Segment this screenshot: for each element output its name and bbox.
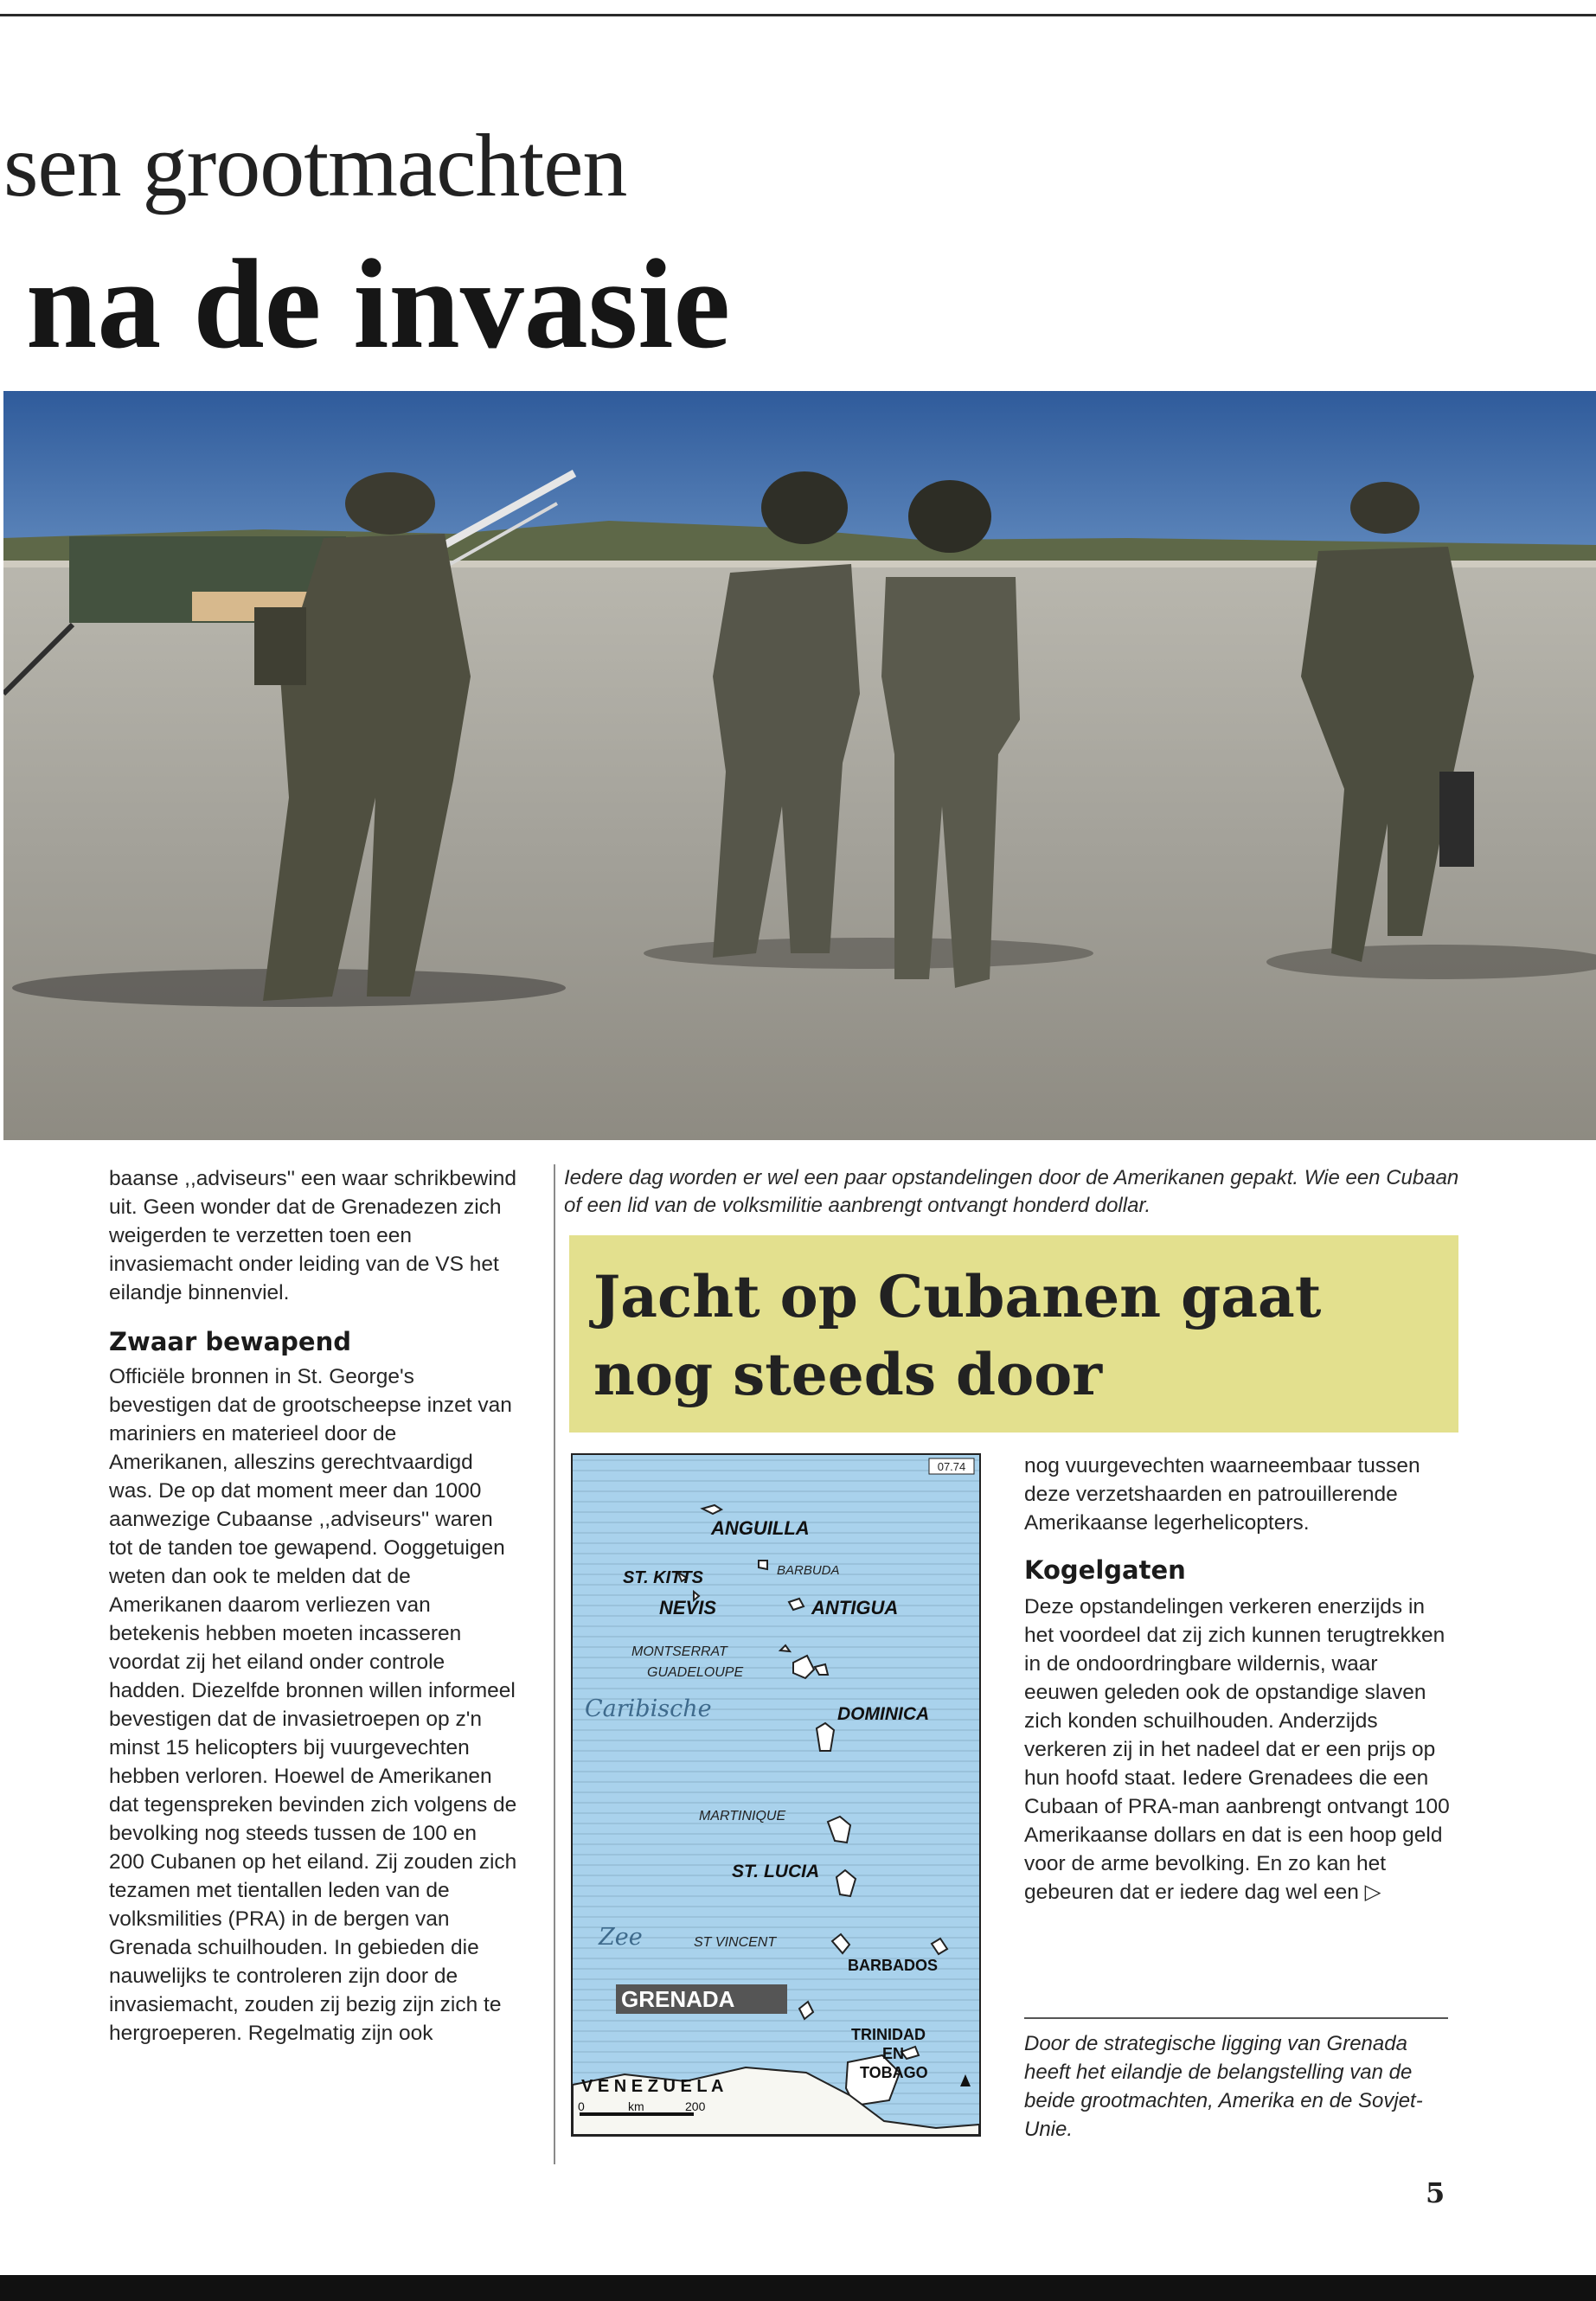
headline-line-2: na de invasie — [26, 234, 731, 375]
scale-unit: km — [628, 2099, 644, 2113]
subheading-kogelgaten: Kogelgaten — [1024, 1555, 1186, 1585]
left-body-text: Officiële bronnen in St. George's bevestigen dat de grootscheepse inzet van mariniers en materieel door de Amerikanen, alleszins gerechtvaardigd was. De op dat moment meer dan 1000 aanwezige Cubaanse ,,adviseurs'' waren tot de tanden toe gewapend. Ooggetuigen weten dan ook te melden dat de Amerikanen daarom verliezen van betekenis hebben moeten incasseren voordat zij het eiland onder controle hadden. Diezelfde bronnen willen informeel bevestigen dat de invasietroepen op z'n minst 15 helicopters bij vuurgevechten hebben verloren. Hoewel de Amerikanen dat tegenspreken bevinden zich volgens de bevolking nog steeds tussen de 100 en 200 Cubanen op het eiland. Zij zouden zich tezamen met tientallen leden van de volksmilities (PRA) in de bergen van Grenada schuilhouden. In gebieden die nauwelijks te controleren zijn door de invasiemacht, zouden zij bezig zijn zich te hergroeperen. Regelmatig zijn ook — [109, 1365, 517, 2045]
top-rule — [0, 14, 1596, 16]
feature-headline-box — [569, 1235, 1458, 1433]
label-barbados: BARBADOS — [848, 1957, 939, 1974]
bottom-band — [0, 2275, 1596, 2301]
feature-headline-line-1: Jacht op Cubanen gaat — [593, 1263, 1322, 1330]
photo-caption: Iedere dag worden er wel een paar opstandelingen door de Amerikanen gepakt. Wie een Cubaan of een lid van de volksmilitie aanbrengt ontvangt honderd dollar. — [564, 1166, 1459, 1217]
label-tobago: TOBAGO — [860, 2064, 928, 2081]
label-st-kitts: ST. KITTS — [623, 1568, 703, 1587]
page-number: 5 — [1426, 2176, 1445, 2209]
dominica-shape — [817, 1723, 834, 1751]
label-antigua: ANTIGUA — [811, 1597, 899, 1618]
label-guadeloupe: GUADELOUPE — [647, 1665, 744, 1680]
label-anguilla: ANGUILLA — [711, 1517, 810, 1539]
headline-line-1: sen grootmachten — [3, 116, 627, 215]
subheading-zwaar-bewapend: Zwaar bewapend — [109, 1327, 351, 1356]
label-dominica: DOMINICA — [837, 1704, 930, 1724]
feature-headline-line-2: nog steeds door — [593, 1341, 1103, 1408]
label-en: EN — [882, 2045, 905, 2062]
label-trinidad: TRINIDAD — [851, 2026, 926, 2043]
right-intro-text: nog vuurgevechten waarneembaar tussen deze verzetshaarden en patrouillerende Amerikaanse legerhelicopters. — [1024, 1454, 1420, 1535]
sea-label-zee: Zee — [599, 1924, 643, 1951]
sea-label-caribische: Caribische — [585, 1695, 712, 1722]
left-column — [109, 1164, 517, 2048]
right-column — [1024, 1452, 1452, 1907]
label-venezuela: V E N E Z U E L A — [581, 2077, 724, 2096]
label-st-vincent: ST VINCENT — [694, 1935, 777, 1950]
caribbean-map — [571, 1453, 981, 2137]
label-martinique: MARTINIQUE — [699, 1809, 786, 1823]
map-code: 07.74 — [937, 1460, 966, 1473]
label-montserrat: MONTSERRAT — [631, 1644, 727, 1659]
scale-end: 200 — [685, 2099, 706, 2113]
right-body-text: Deze opstandelingen verkeren enerzijds in het voordeel dat zij zich kunnen terugtrekken in de ondoordringbare wildernis, waar eeuwen geleden ook de opstandige slaven zich konden schuilhouden. Anderzijds verkeren zij in het nadeel dat er een prijs op hun hoofd staat. Iedere Grenadees die een Cubaan of PRA-man aanbrengt ontvangt 100 Amerikaanse dollars en dat is een hoop geld voor de arme bevolking. En zo kan het gebeuren dat er iedere dag wel een ▷ — [1024, 1595, 1450, 1904]
left-intro-text: baanse ,,adviseurs'' een waar schrikbewind uit. Geen wonder dat de Grenadezen zich weigerden te verzetten toen een invasiemacht onder leiding van de VS het eilandje binnenviel. — [109, 1167, 517, 1304]
map-caption: Door de strategische ligging van Grenada heeft het eilandje de belangstelling van de beide grootmachten, Amerika en de Sovjet-Unie. — [1024, 2032, 1423, 2141]
barbuda-shape — [759, 1561, 767, 1569]
label-barbuda: BARBUDA — [777, 1563, 840, 1578]
column-divider — [554, 1164, 555, 2164]
soldiers-photo — [3, 391, 1596, 1140]
feature-headline — [593, 1258, 1436, 1413]
scale-start: 0 — [578, 2099, 585, 2113]
label-nevis: NEVIS — [659, 1597, 717, 1618]
label-st-lucia: ST. LUCIA — [732, 1862, 820, 1881]
label-grenada: GRENADA — [621, 1986, 735, 2012]
caption-rule — [1024, 2017, 1448, 2019]
